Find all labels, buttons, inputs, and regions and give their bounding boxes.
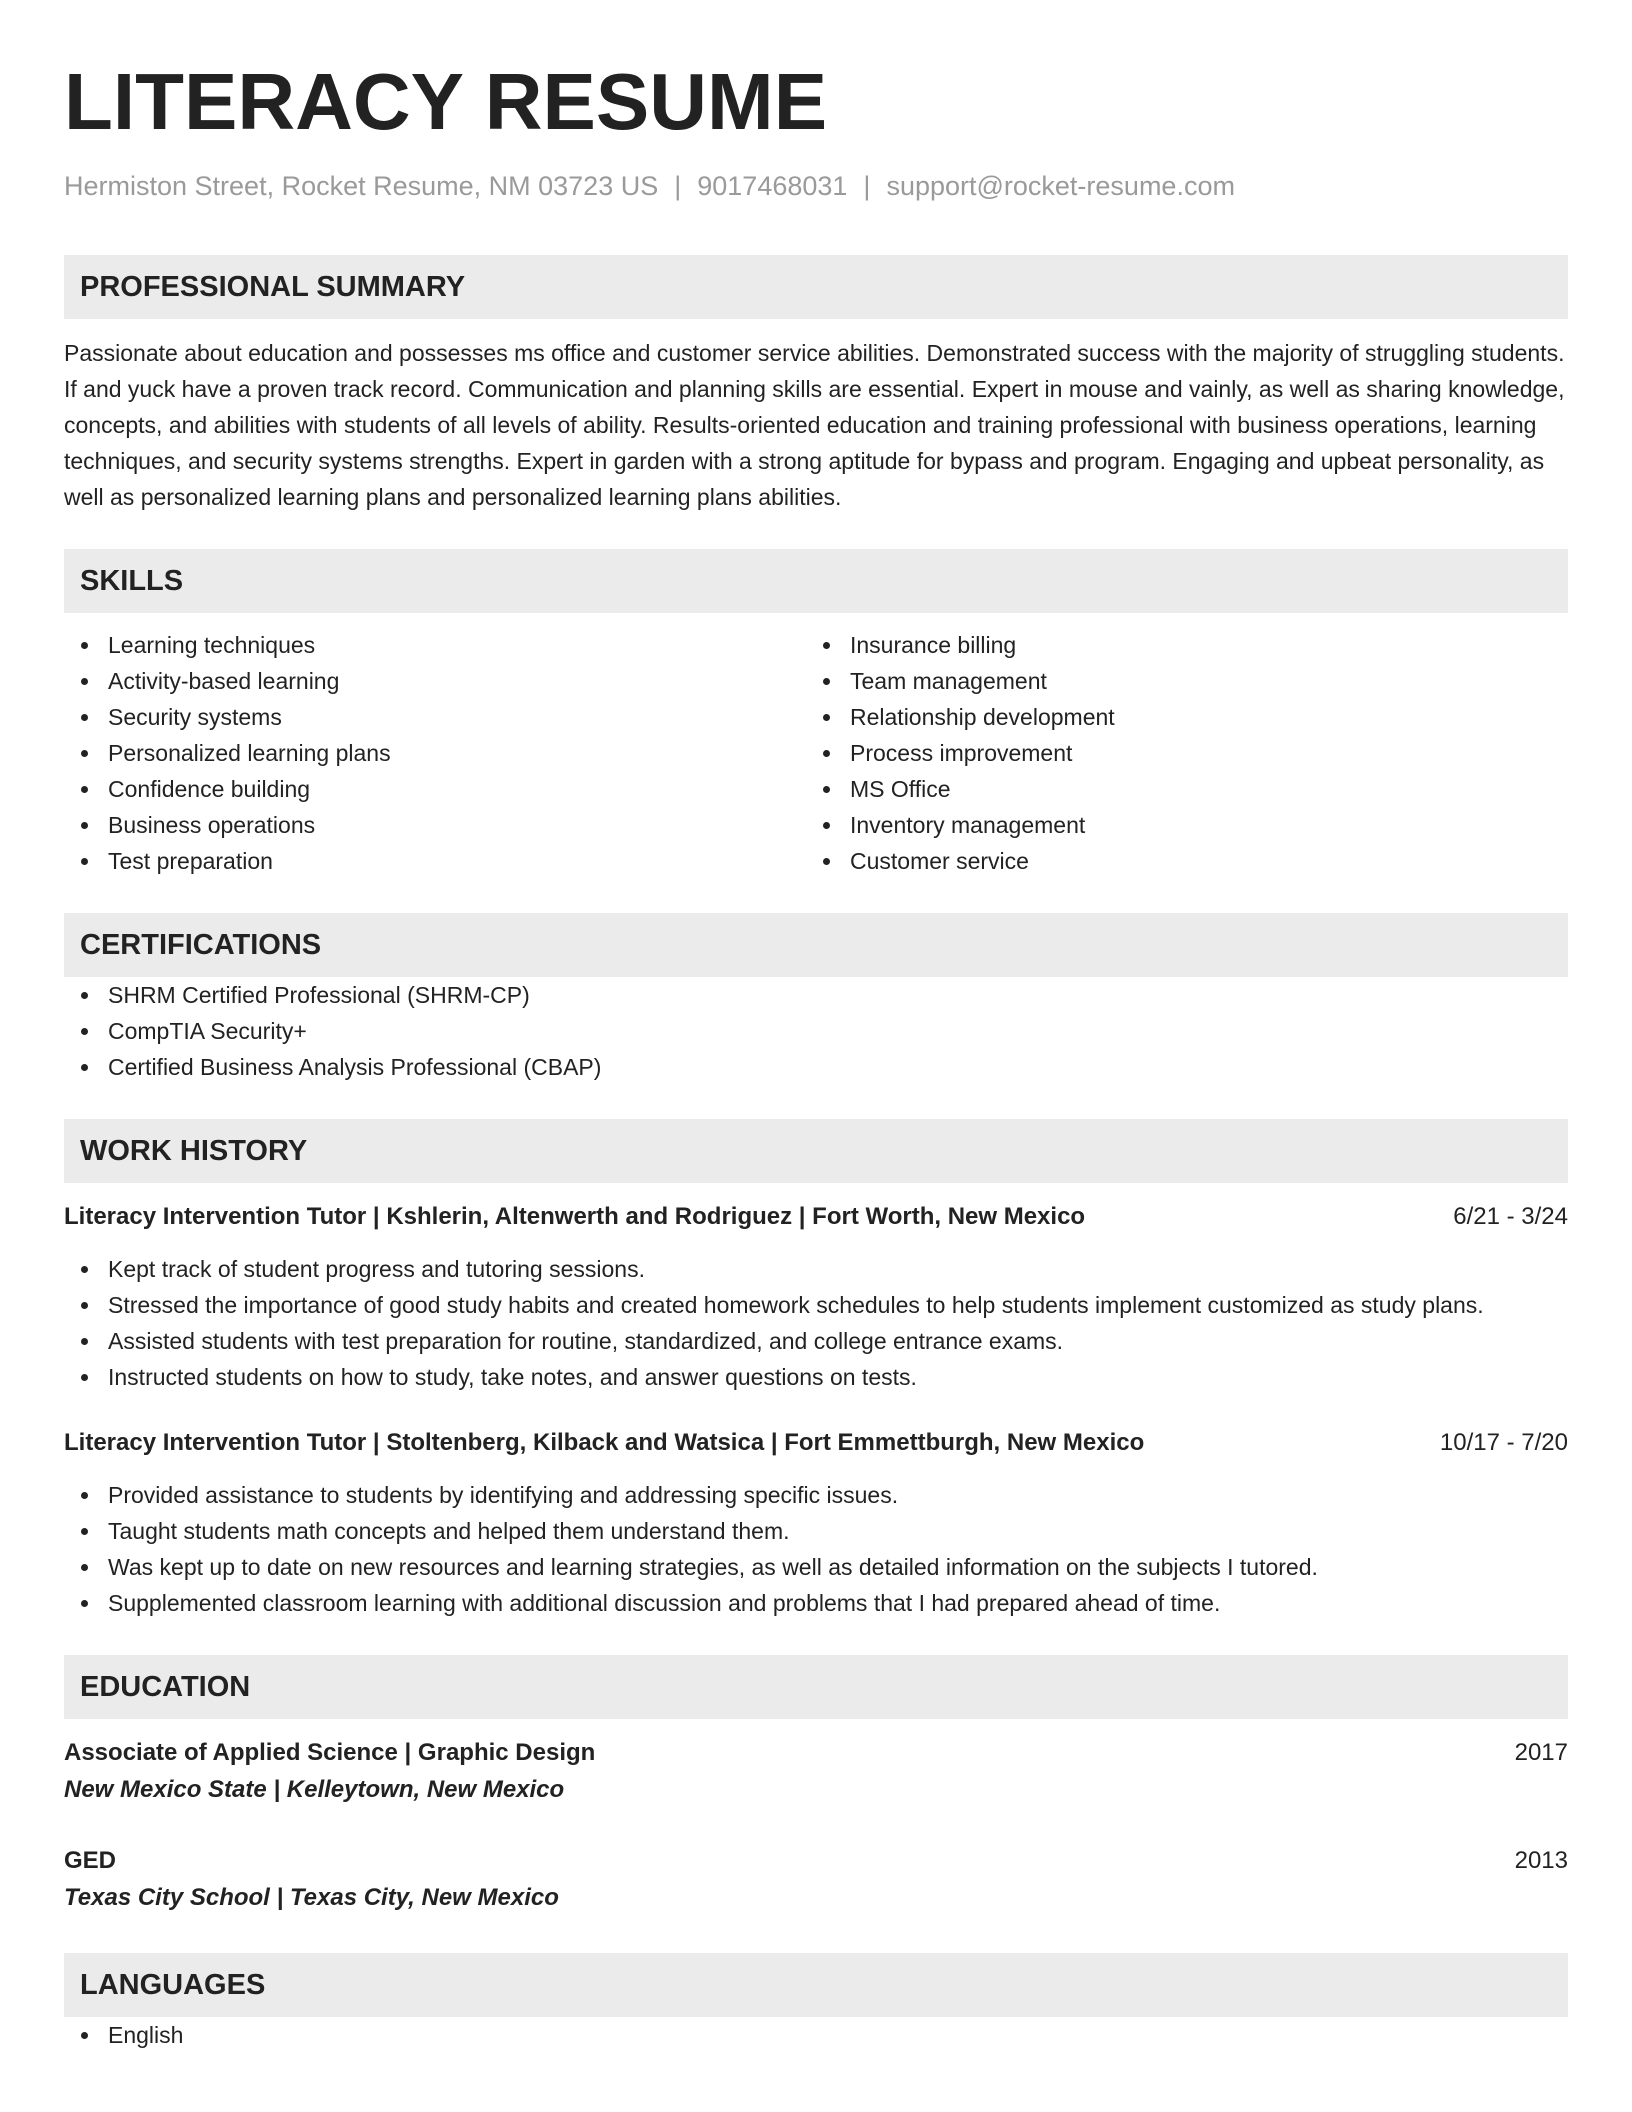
job-bullet: Provided assistance to students by identifying and addressing specific issues. [64,1477,1568,1513]
job-bullets [64,1251,1568,1395]
skills-column-right [806,627,1548,879]
skill-item: Confidence building [64,771,806,807]
education-section [64,1655,1568,1917]
contact-phone: 9017468031 [697,171,848,201]
education-school: New Mexico State | Kelleytown, New Mexico [64,1776,565,1803]
skills-section [64,549,1568,879]
job-bullet: Was kept up to date on new resources and learning strategies, as well as detailed information on the subjects I tutored. [64,1549,1568,1585]
skill-item: Inventory management [806,807,1548,843]
skill-item: Insurance billing [806,627,1548,663]
skill-item: Process improvement [806,735,1548,771]
certifications-heading: CERTIFICATIONS [64,913,1568,977]
certifications-list [64,977,1568,1085]
job-title: Literacy Intervention Tutor | Kshlerin, Altenwerth and Rodriguez | Fort Worth, New Mexico [64,1203,1086,1230]
education-header [64,1843,1568,1879]
education-header [64,1735,1568,1771]
languages-list [64,2017,1568,2053]
certifications-section [64,913,1568,1085]
certification-item: CompTIA Security+ [64,1013,1568,1049]
education-degree: Associate of Applied Science | Graphic Design [64,1739,596,1766]
job-bullet: Assisted students with test preparation for routine, standardized, and college entrance exams. [64,1323,1568,1359]
contact-address: Hermiston Street, Rocket Resume, NM 03723 US [64,171,659,201]
languages-heading: LANGUAGES [64,1953,1568,2017]
job-dates: 10/17 - 7/20 [1439,1429,1568,1456]
job-dates: 6/21 - 3/24 [1453,1203,1568,1230]
job-header [64,1199,1568,1235]
skills-list-right [806,627,1548,879]
contact-separator: | [863,171,871,201]
certification-item: SHRM Certified Professional (SHRM-CP) [64,977,1568,1013]
contact-separator: | [674,171,682,201]
work-history-heading: WORK HISTORY [64,1119,1568,1183]
job-bullet: Stressed the importance of good study habits and created homework schedules to help students implement customized as study plans. [64,1287,1568,1323]
skill-item: Test preparation [64,843,806,879]
languages-section [64,1953,1568,2053]
skills-list-left [64,627,806,879]
skill-item: Relationship development [806,699,1548,735]
job-title: Literacy Intervention Tutor | Stoltenberg, Kilback and Watsica | Fort Emmettburgh, New Mexico [64,1429,1145,1456]
skills-grid [64,627,1568,879]
skill-item: Activity-based learning [64,663,806,699]
skill-item: Security systems [64,699,806,735]
job-bullet: Instructed students on how to study, take notes, and answer questions on tests. [64,1359,1568,1395]
skill-item: Personalized learning plans [64,735,806,771]
job-header [64,1425,1568,1461]
education-year: 2017 [1514,1739,1568,1766]
summary-heading: PROFESSIONAL SUMMARY [64,255,1568,319]
summary-section [64,255,1568,515]
certification-item: Certified Business Analysis Professional (CBAP) [64,1049,1568,1085]
skill-item: MS Office [806,771,1548,807]
education-entry [64,1843,1568,1917]
summary-text: Passionate about education and possesses ms office and customer service abilities. Demonstrated success with the majority of struggling students. If and yuck have a proven track record. Communication and planning skills are essential. Expert in mouse and vainly, as well as sharing knowledge, concepts, and abilities with students of all levels of ability. Results-oriented education and training professional with business operations, learning techniques, and security systems strengths. Expert in garden with a strong aptitude for bypass and program. Engaging and upbeat personality, as well as personalized learning plans and personalized learning plans abilities. [64,340,1565,510]
work-history-section [64,1119,1568,1621]
education-year: 2013 [1514,1847,1568,1874]
skill-item: Business operations [64,807,806,843]
skill-item: Team management [806,663,1548,699]
resume-name: LITERACY RESUME [64,57,828,146]
education-heading: EDUCATION [64,1655,1568,1719]
contact-line [64,166,1568,206]
education-entry [64,1735,1568,1809]
job-bullet: Kept track of student progress and tutoring sessions. [64,1251,1568,1287]
skills-heading: SKILLS [64,549,1568,613]
education-degree: GED [64,1847,117,1874]
language-item: English [64,2017,1568,2053]
skill-item: Learning techniques [64,627,806,663]
job-bullet: Supplemented classroom learning with additional discussion and problems that I had prepared ahead of time. [64,1585,1568,1621]
contact-email: support@rocket-resume.com [886,171,1235,201]
job-bullet: Taught students math concepts and helped them understand them. [64,1513,1568,1549]
education-school: Texas City School | Texas City, New Mexico [64,1884,559,1911]
job-entry [64,1425,1568,1621]
job-bullets [64,1477,1568,1621]
skills-column-left [64,627,806,879]
skill-item: Customer service [806,843,1548,879]
job-entry [64,1199,1568,1395]
